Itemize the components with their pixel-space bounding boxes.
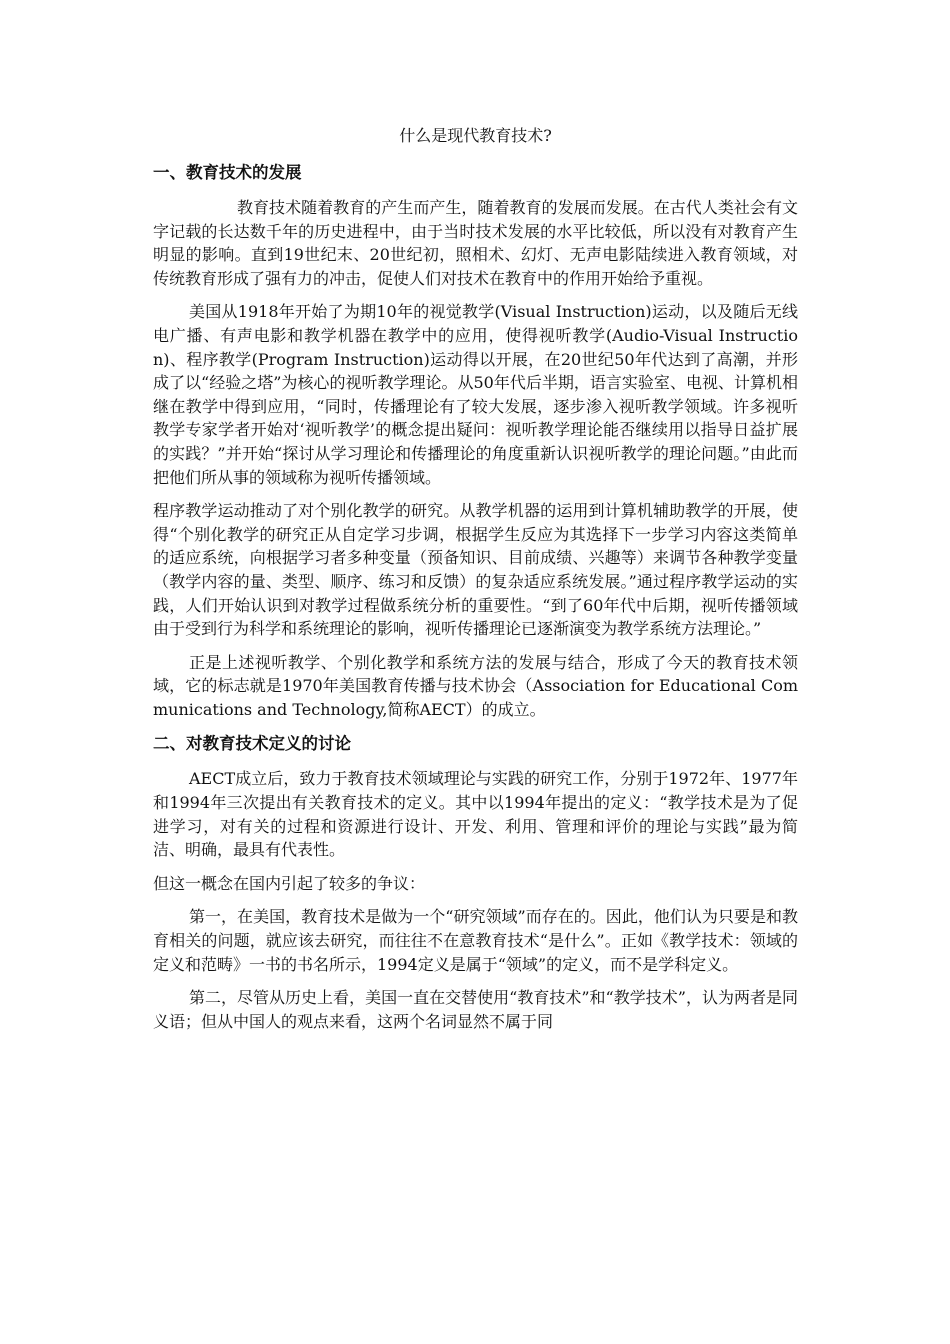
paragraph: 美国从1918年开始了为期10年的视觉教学(Visual Instruction)运动，以及随后无线电广播、有声电影和教学机器在教学中的应用，使得视听教学(Audio-Visual Instruction)、程序教学(Program Instruction)运动得以开展，在20世纪50年代达到了高潮，并形成了以“经验之塔”为核心的视听教学理论。从50年代后半期，语言实验室、电视、计算机相继在教学中得到应用，“同时，传播理论有了较大发展，逐步渗入视听教学领域。许多视听教学专家学者开始对‘视听教学’的概念提出疑问：视听教学理论能否继续用以指导日益扩展的实践？”并开始“探讨从学习理论和传播理论的角度重新认识视听教学的理论问题。”由此而把他们所从事的领域称为视听传播领域。 xyxy=(153,302,798,487)
paragraph: 程序教学运动推动了对个别化教学的研究。从教学机器的运用到计算机辅助教学的开展，使得“个别化教学的研究正从自定学习步调，根据学生反应为其选择下一步学习内容这类简单的适应系统，向根据学习者多种变量（预备知识、目前成绩、兴趣等）来调节各种教学变量（教学内容的量、类型、顺序、练习和反馈）的复杂适应系统发展。”通过程序教学运动的实践，人们开始认识到对教学过程做系统分析的重要性。“到了60年代中后期，视听传播领域由于受到行为科学和系统理论的影响，视听传播理论已逐渐演变为教学系统方法理论。” xyxy=(153,501,798,639)
section-heading-definition: 二、对教育技术定义的讨论 xyxy=(153,734,351,754)
paragraph: 教育技术随着教育的产生而产生，随着教育的发展而发展。在古代人类社会有文字记载的长达数千年的历史进程中，由于当时技术发展的水平比较低，所以没有对教育产生明显的影响。直到19世纪末、20世纪初，照相术、幻灯、无声电影陆续进入教育领域，对传统教育形成了强有力的冲击，促使人们对技术在教育中的作用开始给予重视。 xyxy=(153,198,798,288)
section-heading-development: 一、教育技术的发展 xyxy=(153,163,302,182)
paragraph: 第二，尽管从历史上看，美国一直在交替使用“教育技术”和“教学技术”，认为两者是同义语；但从中国人的观点来看，这两个名词显然不属于同 xyxy=(153,988,798,1031)
document-page xyxy=(153,124,798,1043)
paragraph: 但这一概念在国内引起了较多的争议： xyxy=(153,873,426,893)
paragraph: AECT成立后，致力于教育技术领域理论与实践的研究工作，分别于1972年、1977年和1994年三次提出有关教育技术的定义。其中以1994年提出的定义：“教学技术是为了促进学习，对有关的过程和资源进行设计、开发、利用、管理和评价的理论与实践”最为简洁、明确，最具有代表性。 xyxy=(153,769,798,860)
document-title: 什么是现代教育技术? xyxy=(399,126,552,145)
paragraph: 第一，在美国，教育技术是做为一个“研究领域”而存在的。因此，他们认为只要是和教育相关的问题，就应该去研究，而往往不在意教育技术“是什么”。正如《教学技术：领域的定义和范畴》一书的书名所示，1994定义是属于“领域”的定义，而不是学科定义。 xyxy=(153,907,798,974)
paragraph: 正是上述视听教学、个别化教学和系统方法的发展与结合，形成了今天的教育技术领域，它的标志就是1970年美国教育传播与技术协会（Association for Educational Communications and Technology,简称AECT）的成立。 xyxy=(153,652,798,719)
